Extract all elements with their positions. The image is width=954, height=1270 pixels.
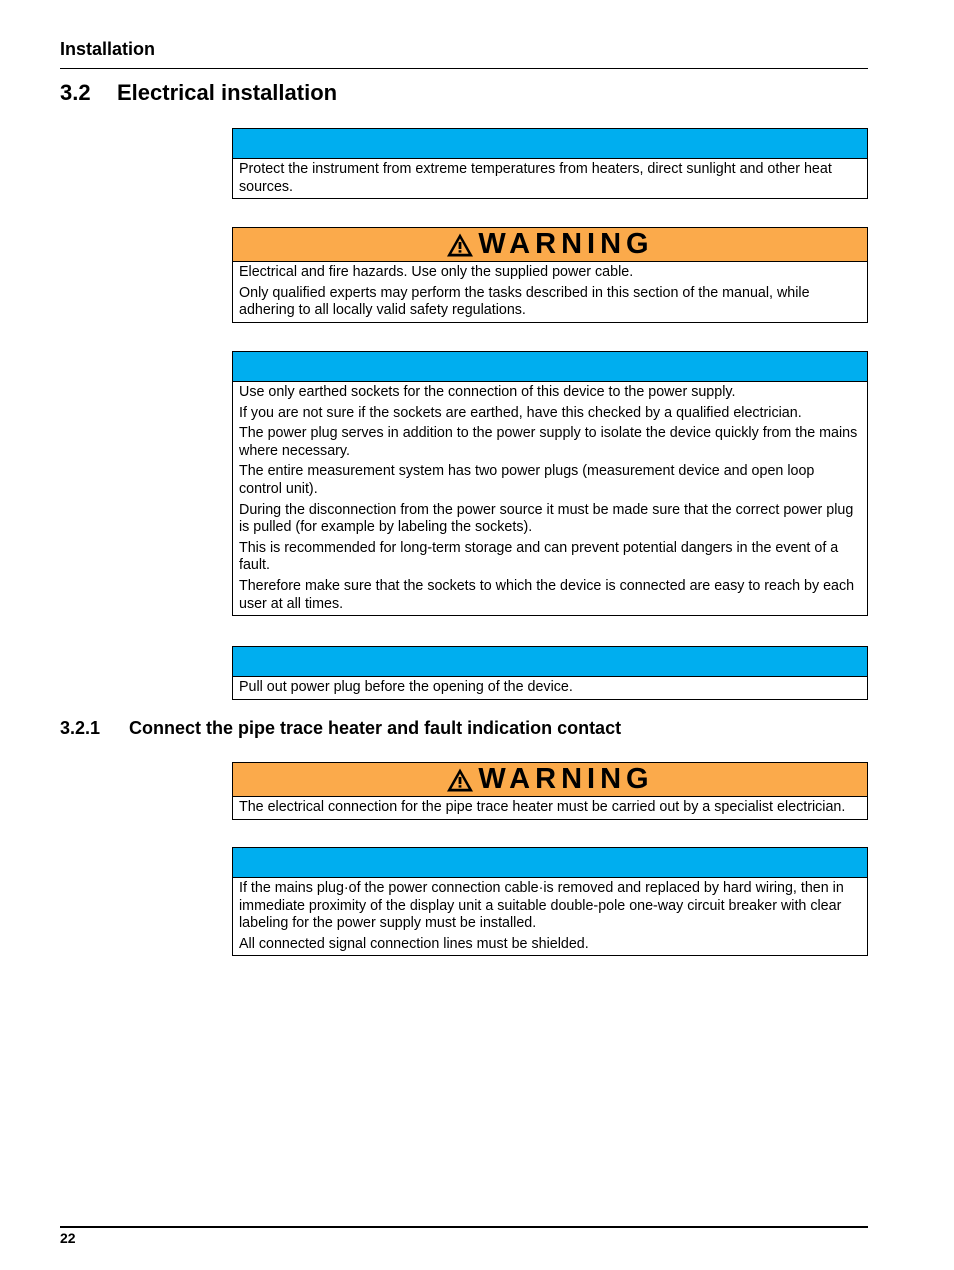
section-heading (60, 80, 337, 106)
section-number: 3.2 (60, 80, 91, 105)
notice-box-temperature (232, 128, 868, 199)
warning-label: WARNING (478, 763, 654, 795)
notice-text: Protect the instrument from extreme temperatures from heaters, direct sunlight and other heat sources. (239, 161, 832, 195)
notice-text: Therefore make sure that the sockets to which the device is connected are easy to reach by each user at all times. (239, 577, 855, 612)
subsection-title-text: Connect the pipe trace heater and fault indication contact (129, 718, 622, 738)
warning-triangle-icon (446, 232, 474, 258)
warning-body (233, 262, 867, 322)
running-header: Installation (60, 39, 156, 59)
warning-text: Electrical and fire hazards. Use only the supplied power cable. (239, 264, 634, 280)
warning-header-bar (233, 763, 867, 797)
notice-box-hard-wiring (232, 847, 868, 956)
notice-header-bar (233, 352, 867, 382)
notice-header-bar (233, 848, 867, 878)
warning-text: The electrical connection for the pipe trace heater must be carried out by a specialist electrician. (239, 799, 846, 815)
subsection-number: 3.2.1 (60, 718, 101, 738)
notice-body (233, 159, 867, 198)
warning-text: Only qualified experts may perform the tasks described in this section of the manual, while adhering to all locally valid safety regulations. (239, 284, 810, 319)
warning-triangle-icon (446, 767, 474, 793)
notice-text: This is recommended for long-term storage and can prevent potential dangers in the event of a fault. (239, 539, 839, 574)
warning-header-bar (233, 228, 867, 262)
notice-body (233, 878, 867, 955)
header-rule (60, 68, 868, 69)
subsection-heading (60, 718, 621, 739)
warning-body (233, 797, 867, 819)
notice-header-bar (233, 129, 867, 159)
notice-text: The power plug serves in addition to the power supply to isolate the device quickly from the mains where necessary. (239, 425, 858, 459)
notice-box-earthed-sockets (232, 351, 868, 616)
notice-body (233, 677, 867, 699)
notice-body (233, 382, 867, 615)
page-number: 22 (60, 1230, 76, 1246)
notice-text: If the mains plug·of the power connection cable·is removed and replaced by hard wiring, then in immediate proximity of the display unit a suitable double-pole one-way circuit breaker with clear labeling for the power supply must be installed. (239, 880, 844, 932)
warning-box-electrical-fire (232, 227, 868, 323)
warning-label: WARNING (478, 228, 654, 260)
notice-text: The entire measurement system has two power plugs (measurement device and open loop control unit). (239, 463, 815, 497)
footer-rule (60, 1226, 868, 1228)
warning-box-pipe-trace-heater (232, 762, 868, 820)
notice-box-power-plug (232, 646, 868, 700)
notice-header-bar (233, 647, 867, 677)
notice-text: Use only earthed sockets for the connection of this device to the power supply. (239, 384, 736, 400)
section-title-text: Electrical installation (117, 80, 338, 105)
notice-text: All connected signal connection lines must be shielded. (239, 935, 589, 952)
notice-text: Pull out power plug before the opening of the device. (239, 679, 573, 695)
notice-text: During the disconnection from the power source it must be made sure that the correct power plug is pulled (for example by labeling the sockets). (239, 501, 854, 536)
notice-text: If you are not sure if the sockets are earthed, have this checked by a qualified electrician. (239, 404, 802, 421)
